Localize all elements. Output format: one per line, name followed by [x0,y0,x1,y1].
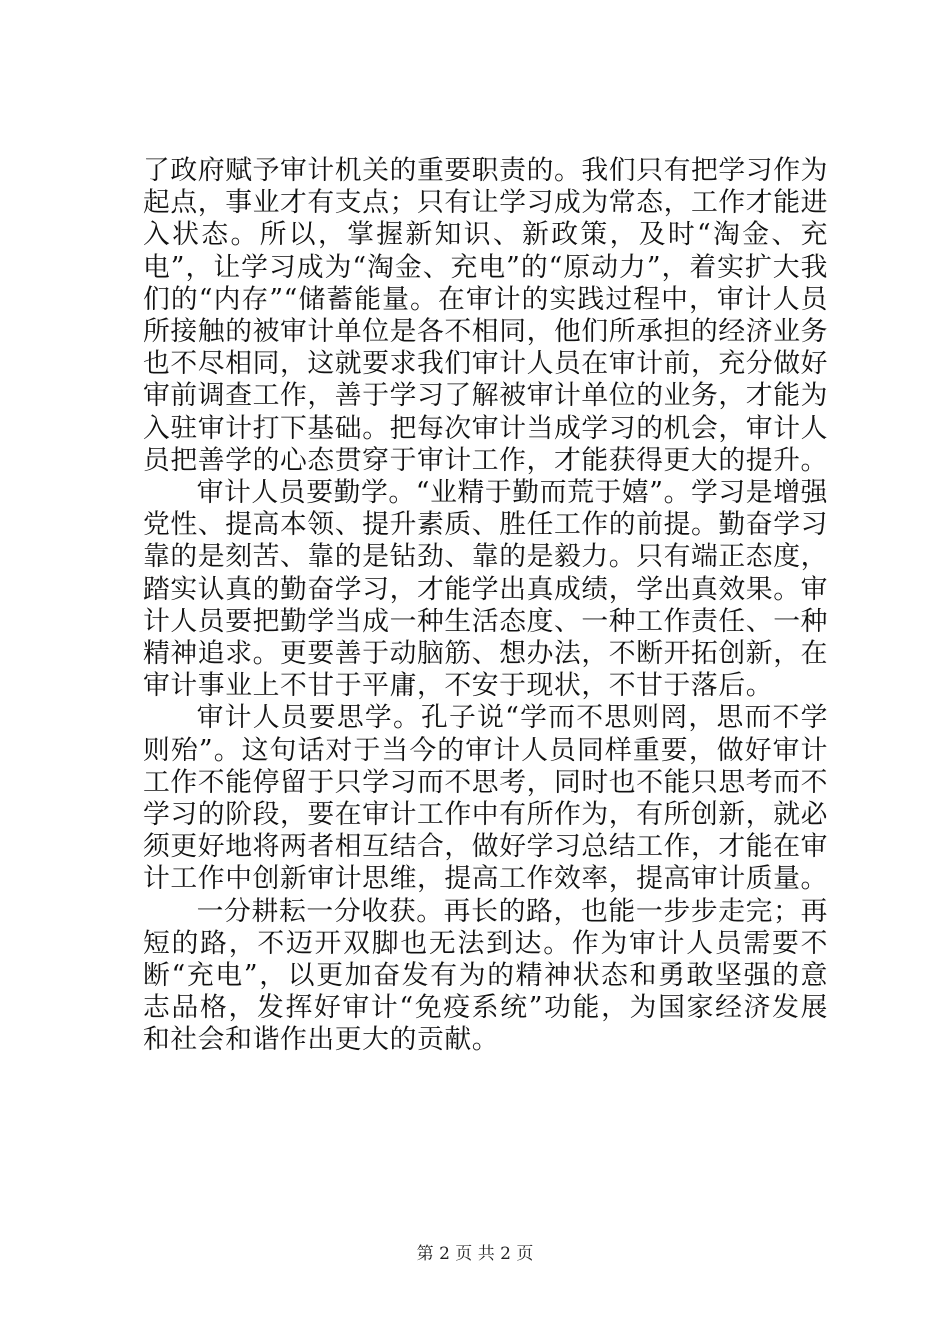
paragraph-2: 审计人员要勤学。“业精于勤而荒于嬉”。学习是增强党性、提高本领、提升素质、胜任工作的前提。勤奋学习靠的是刻苦、靠的是钻劲、靠的是毅力。只有端正态度，踏实认真的勤奋学习，才能学出真成绩，学出真效果。审计人员要把勤学当成一种生活态度、一种工作责任、一种精神追求。更要善于动脑筋、想办法，不断开拓创新，在审计事业上不甘于平庸，不安于现状，不甘于落后。 [143,477,828,702]
paragraph-3: 审计人员要思学。孔子说“学而不思则罔，思而不学则殆”。这句话对于当今的审计人员同样重要，做好审计工作不能停留于只学习而不思考，同时也不能只思考而不学习的阶段，要在审计工作中有所作为，有所创新，就必须更好地将两者相互结合，做好学习总结工作，才能在审计工作中创新审计思维，提高工作效率，提高审计质量。 [143,702,828,895]
document-body [143,155,828,1057]
page-footer: 第 2 页 共 2 页 [416,1244,534,1264]
paragraph-4: 一分耕耘一分收获。再长的路，也能一步步走完；再短的路，不迈开双脚也无法到达。作为审计人员需要不断“充电”，以更加奋发有为的精神状态和勇敢坚强的意志品格，发挥好审计“免疫系统”功能，为国家经济发展和社会和谐作出更大的贡献。 [143,895,828,1056]
paragraph-1: 了政府赋予审计机关的重要职责的。我们只有把学习作为起点，事业才有支点；只有让学习成为常态，工作才能进入状态。所以，掌握新知识、新政策，及时“淘金、充电”，让学习成为“淘金、充电”的“原动力”，着实扩大我们的“内存”“储蓄能量。在审计的实践过程中，审计人员所接触的被审计单位是各不相同，他们所承担的经济业务也不尽相同，这就要求我们审计人员在审计前，充分做好审前调查工作，善于学习了解被审计单位的业务，才能为入驻审计打下基础。把每次审计当成学习的机会，审计人员把善学的心态贯穿于审计工作，才能获得更大的提升。 [143,155,828,476]
